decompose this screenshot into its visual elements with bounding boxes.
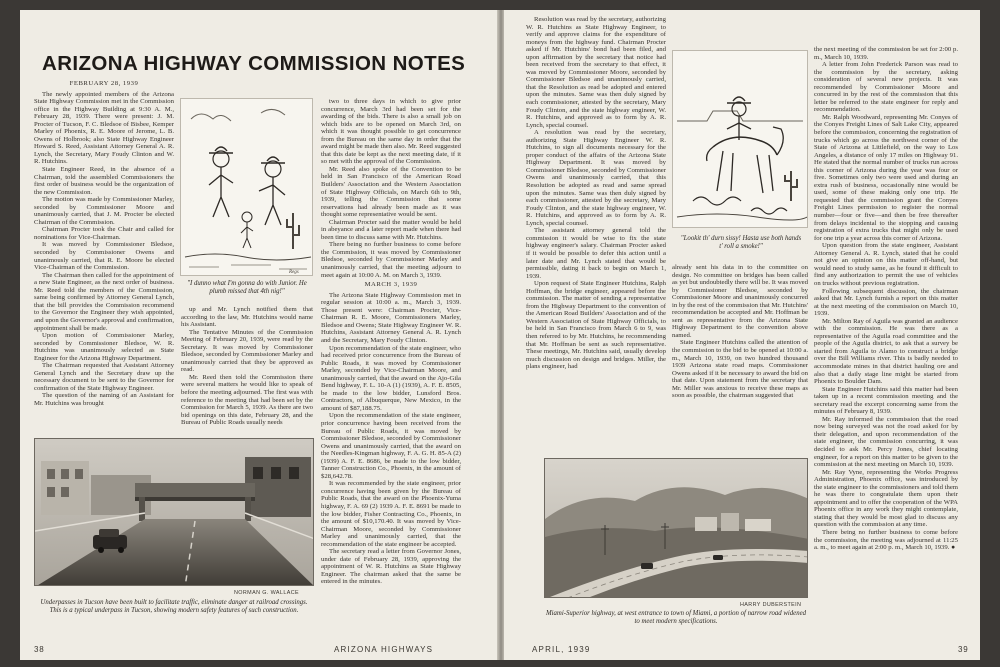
paragraph: State Engineer Hutchins called the attention of the commission to the bid to be opened at 10:00 a. m., March 10, 1939, on two hundred thousand 1939 Arizona state road maps. Commissioner Owens asked if it be necessary to award the bid on that date. Upon statement from the secretary that Mr. Miller was anxious to receive these maps as soon as possible, the chairman suggested that [672, 339, 808, 400]
paragraph: Mr. Ray Vyne, representing the Works Progress Administration, Phoenix office, was introduced by the state engineer to the commissioners and told them he was there to congratulate them upon their appointment and to offer the cooperation of the WPA Phoenix office in any work they might contemplate, stating that they would be most glad to discuss any question with the commission at any time. [814, 468, 958, 529]
paragraph: It was recommended by the state engineer, prior concurrence having been given by the Bureau of Public Roads, that the award on the Phoenix-Yuma highway, F. A. 69 (2) 1939 A. F. E. 8691 be made to the low bidder, Fisher Contracting Co., Phoenix, in the amount of $10,170.40. It was moved by Vice-Chairman Moore, seconded by Commissioner Marley and unanimously carried, that the recommendation of the state engineer be accepted. [321, 480, 461, 548]
photo-caption: Underpasses in Tucson have been built to facilitate traffic, eliminate danger at railroad crossings. This is a typical underpass in Tucson, showing modern safety features of such construction. [40, 599, 308, 614]
page-title: ARIZONA HIGHWAY COMMISSION NOTES [42, 52, 466, 75]
left-column-1 [34, 78, 174, 433]
running-head-right: APRIL, 1939 [532, 645, 591, 654]
photo-credit: HARRY DUBERSTEIN [740, 602, 802, 608]
paragraph: Upon question from the state engineer, Assistant Attorney General A. R. Lynch, stated that he could not give an opinion on this matter off-hand, but would need to study same, as he found it difficult to find any authorization to permit the use of vehicles on trucks without previous registration. [814, 242, 958, 287]
right-column-2 [672, 264, 808, 452]
paragraph: Chairman Procter said the matter would be held in abeyance and a later report made when there had been time to discuss same with Mr. Hutchins. [321, 218, 461, 241]
paragraph: A letter from John Frederick Parson was read to the commission by the secretary, asking consideration of several new projects. It was recommended by Commissioner Moore and concurred in by the rest of the commission that this letter be referred to the state engineer for reply and recommendation. [814, 61, 958, 114]
left-column-3 [321, 98, 461, 638]
paragraph: Upon the recommendation of the state engineer, prior concurrence having been received from the Bureau of Public Roads, it was moved by Commissioner Bledsoe, seconded by Commissioner Owens and unanimously carried, that the award on the Needles-Kingman highway, F. A. G. H. 85-A (2) (1939) A. F. E. 8686, be made to the low bidder, Tanner Construction Co., Phoenix, in the amount of $28,642.78. [321, 412, 461, 480]
paragraph: There being no further business to come before the Commission, it was moved by Commissioner Bledsoe, seconded by Commissioner Marley and unanimously carried, that the meeting adjourn to meet again at 10:00 A. M. on March 3, 1939. [321, 241, 461, 279]
paragraph: The Chairman requested that Assistant Attorney General Lynch and the Secretary draw up the necessary document to be sent to the Governor for confirmation of the State Highway Engineer. [34, 362, 174, 392]
paragraph: Mr. Reed then told the Commission there were several matters he would like to speak of before the meeting adjourned. The first was with reference to the meeting that had been set by the Commission for March 5, 1939. As there are two bid openings on this date, February 28, and the Bureau of Public Roads usually needs [181, 373, 313, 427]
paragraph: already sent his data in to the committee on design. No committee on bridges has been called as yet but undoubtedly there will be. It was moved by Commissioner Bledsoe, seconded by Commissioner Moore and unanimously concurred in by the rest of the commission that Mr. Hutchins' recommendation be accepted and Mr. Hoffman be sent as representative from the Arizona State Highway Department to the convention above named. [672, 264, 808, 339]
date-heading-feb: FEBRUARY 28, 1939 [69, 80, 139, 87]
paragraph: State Engineer Hutchins said this matter had been taken up in a recent commission meeting and the secretary read the excerpt concerning same from the minutes of February 8, 1939. [814, 385, 958, 416]
svg-text:Regs: Regs [289, 270, 299, 275]
paragraph: The newly appointed members of the Arizona State Highway Commission met in the Commission office in the Highway Building at 9:30 A. M., February 28, 1939. There were present: J. M. Procter of Tucson, F. C. Bledsoe of Bisbee, Kemper Marley of Phoenix, R. E. Moore of Jerome, L. B. Owens of Holbrook; also State Highway Engineer Howard S. Reed, Assistant Attorney General A. R. Lynch, the Secretary, Mary Foudy Clinton and W. R. Hutchins. [34, 90, 174, 166]
photo-caption: Miami-Superior highway, at west entrance to town of Miami, a portion of narrow road widened to meet modern specifications. [545, 610, 807, 625]
paragraph: The motion was made by Commissioner Marley, seconded by Commissioner Moore and unanimously carried, that J. M. Procter be elected Chairman of the Commission. [34, 196, 174, 226]
underpass-photo-image [35, 439, 314, 586]
cartoon-drawing [673, 51, 808, 228]
right-column-1 [526, 16, 666, 452]
paragraph: The Arizona State Highway Commission met in regular session at 10:00 a. m., March 3, 1939. Those present were: Chairman Procter, Vice-Chairman R. E. Moore, Commissioners Marley, Bledsoe and Owens; State Highway Engineer W. R. Hutchins, Assistant Attorney General A. R. Lynch and the Secretary, Mary Foudy Clinton. [321, 291, 461, 344]
paragraph: Resolution was read by the secretary, authorizing W. R. Hutchins as State Highway Engineer, to verify and approve claims for the expenditure of moneys from the highway fund. Chairman Procter asked if Mr. Hutchins' bond had been filed, and upon affirmation by the secretary that notice had been received from the secretary to that effect, it was moved by Commissioner Moore, seconded by Commissioner Bledsoe and unanimously carried, that the Resolution as read be adopted and entered upon the minutes. Same was then duly signed by each commissioner, attested by the secretary, Mary Foudy Clinton, and the state highway engineer, W. R. Hutchins, and approved as to form by A. R. Lynch, special counsel. [526, 16, 666, 129]
page-number-left: 38 [34, 645, 45, 654]
left-column-2 [181, 306, 313, 432]
paragraph: State Engineer Reed, in the absence of a Chairman, told the assembled Commissioners the first order of business would be the organization of the new Commission. [34, 166, 174, 196]
paragraph: A resolution was read by the secretary, authorizing State Highway Engineer W. R. Hutchins, to sign all documents necessary for the proper conduct of the affairs of the Arizona State Highway Department. It was moved by Commissioner Bledsoe, seconded by Commissioner Owens and unanimously carried, that this Resolution be adopted as read and same spread upon the minutes. Same was then duly signed by each commissioner, attested by the secretary, Mary Foudy Clinton, and the state highway engineer, W. R. Hutchins, and approved as to form by A. R. Lynch, special counsel. [526, 129, 666, 227]
highway-photo [544, 458, 808, 598]
paragraph: The question of the naming of an Assistant for Mr. Hutchins was brought [34, 392, 174, 407]
paragraph: The Tentative Minutes of the Commission Meeting of February 20, 1939, were read by the Secretary. It was moved by Commissioner Bledsoe, seconded by Commissioner Marley and unanimously carried that they be approved as read. [181, 328, 313, 374]
paragraph: Chairman Procter took the Chair and called for nominations for Vice-Chairman. [34, 226, 174, 241]
paragraph: Upon request of State Engineer Hutchins, Ralph Hoffman, the bridge engineer, appeared before the commission. The matter of sending a representative from the Highway Department to the convention of the American Road Builders' Association and of the Western Association of State Highway Officials, to be held in San Francisco from March 6 to 9, was then referred to by Mr. Hutchins, he recommending that Mr. Hoffman be sent as such representative. These meetings, Mr. Hutchins said, usually develop much discussion on design and bridges. Miller, the plans engineer, had [526, 280, 666, 371]
photo-credit: NORMAN G. WALLACE [234, 590, 300, 596]
cartoon-drawing [181, 99, 313, 276]
paragraph: up and Mr. Lynch notified them that according to the law, Mr. Hutchins would name his Assistant. [181, 306, 313, 329]
paragraph: Mr. Ray informed the commission that the road now being surveyed was not the road asked for by their delegation, and upon recommendation of the state engineer, the commission concurring, it was decided to ask Mr. Percy Jones, chief locating engineer, for a report on this matter to be given to the commission at the next meeting on March 10, 1939. [814, 415, 958, 469]
paragraph: The Chairman then called for the appointment of a new State Engineer, as the next order of business. Mr. Reed told the members of the Commission, same being confirmed by Attorney General Lynch, that the bill provides the Commission recommend to the Governor the Engineer they wish appointed, and upon the Governor's approval and confirmation, appointment shall be made. [34, 271, 174, 332]
paragraph: It was moved by Commissioner Bledsoe, seconded by Commissioner Owens and unanimously carried, that R. E. Moore be elected Vice-Chairman of the Commission. [34, 241, 174, 272]
paragraph: The assistant attorney general told the commission it would be wise to fix the state highway engineer's salary. Chairman Procter asked if it would be possible to defer this action until a later date and Mr. Lynch stated that would be permissible, dating it back to begin on March 1, 1939. [526, 227, 666, 280]
paragraph: There being no further business to come before the commission, the meeting was adjourned at 11:25 a. m., to meet again at 2:00 p. m., March 10, 1939. ● [814, 529, 958, 552]
highway-photo-image [545, 459, 808, 598]
paragraph: Mr. Milton Ray of Aguila was granted an audience with the commission. He was there as a representative of the Aguila road committee and the people of the Aguila district, to ask that a survey be started from Aguila to Alamo to construct a bridge over the Bill Williams river. This is badly needed to accommodate mines in that district hauling ore and also that a daily stage line might be started from Phoenix to Boulder Dam. [814, 317, 958, 386]
paragraph: Mr. Reed also spoke of the Convention to be held in San Francisco of the American Road Builders' Association and the Western Association of State Highway Officials, on March 6th to 9th, 1939, telling the Commission that some reservations had already been made as it was thought some representative would be sent. [321, 165, 461, 219]
paragraph: Upon motion of Commissioner Marley, seconded by Commissioner Bledsoe, W. R. Hutchins was unanimously selected as State Engineer for the Arizona Highway Department. [34, 332, 174, 362]
left-page [20, 10, 498, 660]
cartoon-illustration [180, 98, 313, 276]
underpass-photo [34, 438, 314, 586]
cartoon-caption: "Lookit th' durn sissy! Hasta use both hands t' roll a smoke!" [680, 235, 802, 250]
cartoon-illustration [672, 50, 808, 228]
paragraph: two to three days in which to give prior concurrence, March 3rd had been set for the awarding of the bids. There is also a small job on which bids are to be opened on March 3rd, on which it was thought possible to get concurrence from the Bureau on the same day in order that the award might be made then also. Mr. Reed suggested that this date be kept as the next meeting date, if it so met with the approval of the Commission. [321, 98, 461, 166]
cartoon-caption: "I dunno what I'm gonna do with Junior. He plumb missed that 4th nig!" [187, 280, 307, 295]
right-column-3 [814, 46, 958, 642]
paragraph: Mr. Ralph Woodward, representing Mr. Conyes of the Conyes Freight Lines of Salt Lake City, appeared before the commission, concerning the registration of trucks which go across the northwest corner of the State of Arizona at Littlefield, on the way to Los Angeles, a distance of only 17 miles on Highway 91. He stated that the normal number of trucks run across this corner of Arizona during the year was four or five. Sometimes only two were used and during an extra rush of business, occasionally nine would be used, some of these making only one trip. He requested that the commission grant the Conyes Freight Lines permission to register the normal number—four or five—and then be free thereafter from delays incidental to the stopping and causing registration of extra trucks that might only be used for one trip a year across this corner of Arizona. [814, 113, 958, 242]
right-page [504, 10, 980, 660]
paragraph: Upon recommendation of the state engineer, who had received prior concurrence from the Bureau of Public Roads, it was moved by Commissioner Marley, seconded by Vice-Chairman Moore, and unanimously carried, that the award on the Ajo-Gila Bend highway, F. L. 10-A (1) (1939), A. F. E. 8505, be made to the low bidder, Lunsford Bros. Contractors, of Albuquerque, New Mexico, in the amount of $87,188.75. [321, 344, 461, 412]
date-heading-mar: MARCH 3, 1939 [364, 281, 418, 289]
paragraph: Following subsequent discussion, the chairman asked that Mr. Lynch furnish a report on this matter at the next meeting of the commission on March 10, 1939. [814, 287, 958, 318]
paragraph: The secretary read a letter from Governor Jones, under date of February 28, 1939, approving the appointment of W. R. Hutchins as State Highway Engineer. The chairman asked that the same be entered in the minutes. [321, 548, 461, 586]
paragraph: the next meeting of the commission be set for 2:00 p. m., March 10, 1939. [814, 46, 958, 61]
page-number-right: 39 [958, 645, 969, 654]
running-head-left: ARIZONA HIGHWAYS [334, 645, 434, 654]
